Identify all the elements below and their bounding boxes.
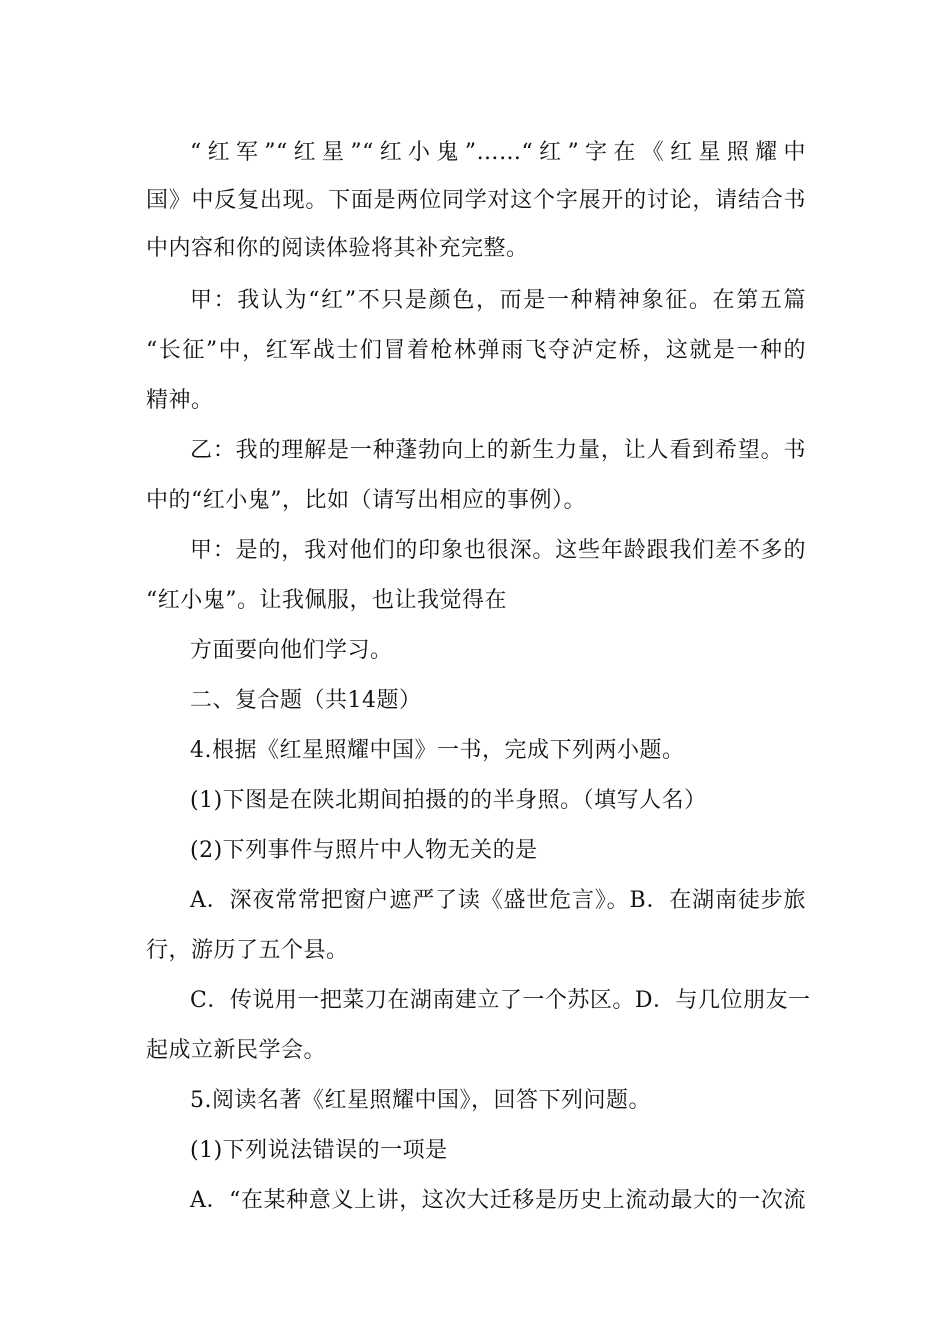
paragraph-line: “红军”“红星”“红小鬼”……“红”字在《红星照耀中 <box>190 140 806 165</box>
question-title: 5.阅读名著《红星照耀中国》，回答下列问题。 <box>190 1088 651 1113</box>
answer-option: A．“在某种意义上讲，这次大迁移是历史上流动最大的一次流 <box>190 1188 806 1213</box>
paragraph-line: 中内容和你的阅读体验将其补充完整。 <box>146 236 529 261</box>
question-title: 4.根据《红星照耀中国》一书，完成下列两小题。 <box>190 738 685 763</box>
sub-question: (2)下列事件与照片中人物无关的是 <box>190 838 538 863</box>
paragraph-line: “长征”中，红军战士们冒着枪林弹雨飞夺泸定桥，这就是一种的 <box>146 338 806 363</box>
answer-option: A．深夜常常把窗户遮严了读《盛世危言》。B．在湖南徒步旅 <box>190 888 806 913</box>
answer-option: C．传说用一把菜刀在湖南建立了一个苏区。D．与几位朋友一 <box>190 988 811 1013</box>
section-heading: 二、复合题（共14题） <box>190 688 422 713</box>
paragraph-line: 甲：是的，我对他们的印象也很深。这些年龄跟我们差不多的 <box>190 538 806 563</box>
sub-question: (1)下列说法错误的一项是 <box>190 1138 448 1163</box>
paragraph-line: 精神。 <box>146 388 214 413</box>
paragraph-line: 乙：我的理解是一种蓬勃向上的新生力量，让人看到希望。书 <box>190 438 806 463</box>
answer-option: 起成立新民学会。 <box>146 1038 327 1063</box>
paragraph-line: 国》中反复出现。下面是两位同学对这个字展开的讨论，请结合书 <box>146 188 806 213</box>
paragraph-line: 甲：我认为“红”不只是颜色，而是一种精神象征。在第五篇 <box>190 288 806 313</box>
paragraph-line: “红小鬼”。让我佩服，也让我觉得在 <box>146 588 507 613</box>
paragraph-line: 方面要向他们学习。 <box>190 638 393 663</box>
sub-question: (1)下图是在陕北期间拍摄的的半身照。（填写人名） <box>190 788 707 813</box>
paragraph-line: 中的“红小鬼”，比如（请写出相应的事例）。 <box>146 488 586 513</box>
answer-option: 行，游历了五个县。 <box>146 938 349 963</box>
